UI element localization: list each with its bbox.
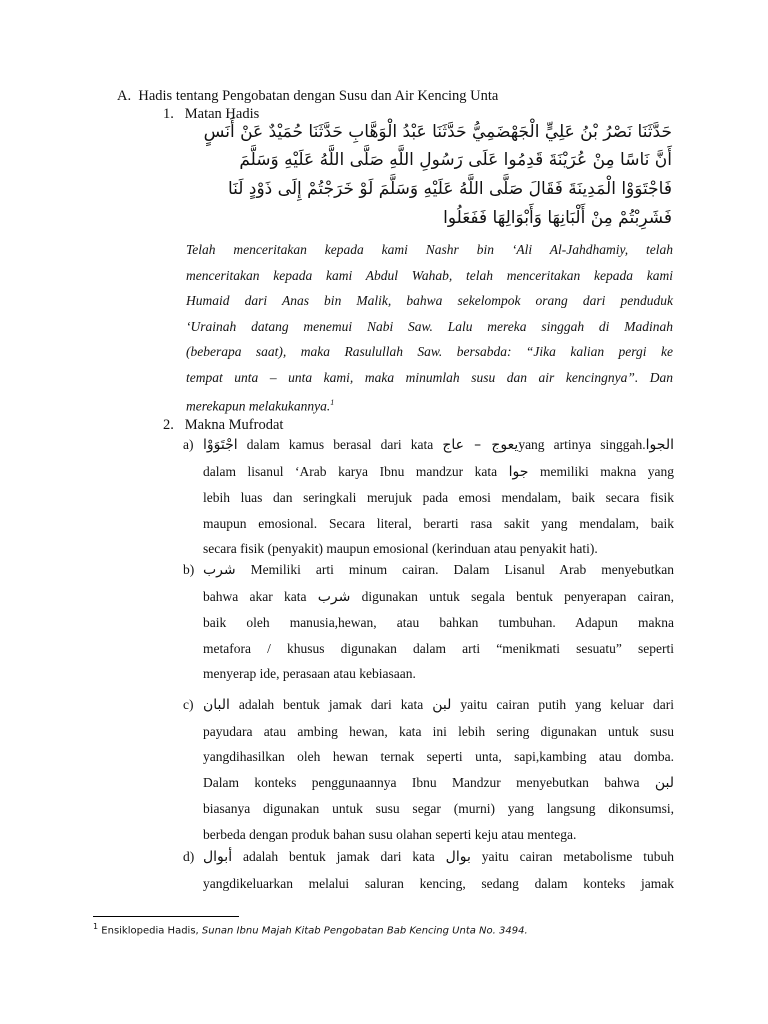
item-line: Dalam konteks penggunaannya Ibnu Mandzur menyebutkan bahwa لبن bbox=[203, 774, 674, 791]
matan-number: 1. bbox=[163, 106, 174, 122]
section-marker: A. bbox=[117, 88, 132, 104]
footnote-title: Sunan Ibnu Majah Kitab Pengobatan Bab Kencing Unta No. 3494. bbox=[201, 925, 528, 937]
item-line: lebih luas dan seringkali merujuk pada emosi mendalam, baik secara fisik bbox=[203, 490, 674, 505]
section-heading bbox=[117, 88, 498, 105]
item-label: a) bbox=[183, 437, 194, 452]
mufrodat-item-b bbox=[183, 557, 674, 687]
translation-line: merekapun melakukannya.$^1$ bbox=[186, 398, 335, 414]
mufrodat-number: 2. bbox=[163, 417, 174, 433]
item-line: maupun emosional. Secara literal, berarti rasa sakit yang mendalam, baik bbox=[203, 515, 674, 531]
footnote-source: Ensiklopedia Hadis, bbox=[101, 925, 202, 937]
item-line: اجْتَوَوْا dalam kamus berasal dari kata يعوج – عاجyang artinya singgah.الجوا bbox=[203, 437, 674, 453]
arabic-line-4: فَشَرِبْتُمْ مِنْ أَلْبَانِهَا وَأَبْوَالِهَا فَفَعَلُوا bbox=[443, 208, 672, 228]
translation-line: ‘Urainah datang menemui Nabi Saw. Lalu mereka singgah di Madinah bbox=[186, 318, 673, 334]
item-line: yangdihasilkan oleh hewan ternak seperti unta, sapi,kambing atau domba. bbox=[203, 749, 674, 764]
item-label: c) bbox=[183, 697, 194, 712]
translation-line: Humaid dari Anas bin Malik, bahwa sekelompok orang dari penduduk bbox=[186, 293, 673, 308]
item-line: biasanya digunakan untuk susu segar (murni) yang langsung dikonsumsi, bbox=[203, 801, 674, 816]
item-line: menyerap ide, perasaan atau kebiasaan. bbox=[203, 666, 416, 681]
item-line: البان adalah bentuk jamak dari kata لبن yaitu cairan putih yang keluar dari bbox=[203, 697, 674, 713]
item-line: أبوال adalah bentuk jamak dari kata بوال yaitu cairan metabolisme tubuh bbox=[203, 849, 674, 865]
item-line: شرب Memiliki arti minum cairan. Dalam Lisanul Arab menyebutkan bbox=[203, 562, 674, 578]
mufrodat-item-a bbox=[183, 432, 674, 562]
translation-line: (beberapa saat), maka Rasulullah Saw. bersabda: “Jika kalian pergi ke bbox=[186, 344, 673, 359]
item-line: payudara atau ambing hewan, kata ini lebih sering digunakan untuk susu bbox=[203, 723, 674, 739]
item-line: metafora / khusus digunakan dalam arti “menikmati sesuatu” seperti bbox=[203, 640, 674, 656]
translation-line: menceritakan kepada kami Abdul Wahab, telah menceritakan kepada kami bbox=[186, 267, 673, 283]
arabic-line-1: حَدَّثَنَا نَصْرُ بْنُ عَلِيٍّ الْجَهْضَمِيُّ حَدَّثَنَا عَبْدُ الْوَهَّابِ حَدَّثَنَا حُمَيْدٌ عَنْ أَنَسٍ bbox=[203, 122, 672, 142]
hadith-translation bbox=[186, 237, 673, 419]
item-line: berbeda dengan produk bahan susu olahan seperti keju atau mentega. bbox=[203, 826, 577, 842]
footnote-ref[interactable]: 1 bbox=[330, 398, 335, 407]
mufrodat-item-d bbox=[183, 844, 674, 896]
translation-line: tempat unta – unta kami, maka minumlah susu dan air kencingnya”. Dan bbox=[186, 369, 673, 385]
footnote bbox=[93, 922, 528, 936]
mufrodat-title: Makna Mufrodat bbox=[184, 417, 284, 433]
matan-title: Matan Hadis bbox=[184, 106, 260, 122]
section-title: Hadis tentang Pengobatan dengan Susu dan Air Kencing Unta bbox=[138, 88, 499, 104]
footnote-number: 1 bbox=[93, 922, 99, 931]
item-line: secara fisik (penyakit) maupun emosional (kerinduan atau penyakit hati). bbox=[203, 541, 598, 556]
mufrodat-item-c bbox=[183, 692, 674, 847]
item-line: bahwa akar kata شرب digunakan untuk segala bentuk penyerapan cairan, bbox=[203, 588, 674, 605]
translation-line: Telah menceritakan kepada kami Nashr bin ‘Ali Al-Jahdhamiy, telah bbox=[186, 242, 673, 257]
item-label: b) bbox=[183, 562, 195, 577]
footnote-separator bbox=[93, 916, 239, 917]
item-label: d) bbox=[183, 849, 195, 864]
item-line: yangdikeluarkan melalui saluran kencing, sedang dalam konteks jamak bbox=[203, 875, 674, 891]
arabic-line-3: فَاجْتَوَوْا الْمَدِينَةَ فَقَالَ صَلَّى اللَّهُ عَلَيْهِ وَسَلَّمَ لَوْ خَرَجْتُمْ إِلَى ذَوْدٍ لَنَا bbox=[228, 179, 672, 199]
matan-heading bbox=[163, 106, 259, 123]
arabic-line-2: أَنَّ نَاسًا مِنْ عُرَيْنَةَ قَدِمُوا عَلَى رَسُولِ اللَّهِ صَلَّى اللَّهُ عَلَيْهِ وَسَلَّمَ bbox=[239, 150, 672, 170]
item-line: dalam lisanul ‘Arab karya Ibnu mandzur kata جوا memiliki makna yang bbox=[203, 463, 674, 480]
item-line: baik oleh manusia,hewan, atau bahkan tumbuhan. Adapun makna bbox=[203, 615, 674, 630]
